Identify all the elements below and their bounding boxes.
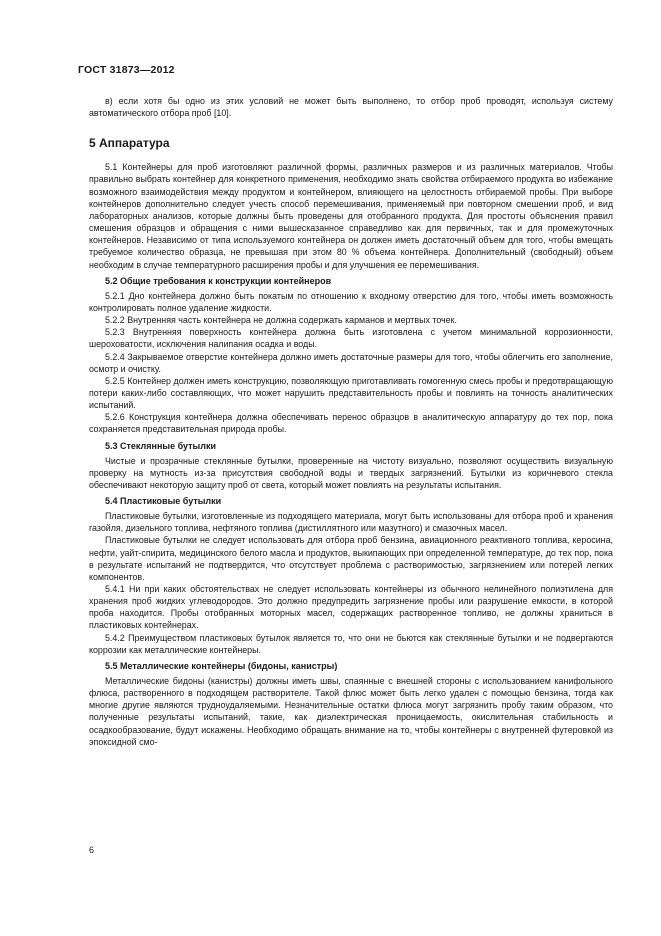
paragraph-5-4-1: 5.4.1 Ни при каких обстоятельствах не следует использовать контейнеры из обычного нелинейного полиэтилена для хранения проб жидких углеводородов. Это должно предупредить загрязнение пробы или разрушение емкости, в которой проба находится. Пробы отобранных моторных масел, содержащих растворенное топливо, не должны храниться в пластиковых контейнерах.: [89, 584, 613, 631]
paragraph-5-2-6: 5.2.6 Конструкция контейнера должна обеспечивать перенос образцов в аналитическую аппаратуру до тех пор, пока сохраняется представительная природа пробы.: [89, 412, 613, 435]
paragraph-5-1: 5.1 Контейнеры для проб изготовляют различной формы, различных размеров и из различных материалов. Чтобы правильно выбрать контейнер для конкретного применения, необходимо знать свойства отбираемого продукта во избежание возможного взаимодействия между продуктом и контейнером, влияющего на целостность отбираемой пробы. При выборе контейнеров дополнительно следует учесть способ перемешивания, применяемый при повторном смешении проб, и вид лабораторных анализов, которые должны быть проведены для отобранного продукта. Для простоты объяснения правил смешения образцов и обращения с ними вышесказанное справедливо как для первичных, так и для промежуточных контейнеров. Независимо от типа используемого контейнера он должен иметь достаточный объем для того, чтобы вмещать требуемое количество образца, не превышая при этом 80 % объема контейнера. Дополнительный (свободный) объем необходим в случае температурного расширения пробы и для улучшения ее перемешивания.: [89, 162, 613, 270]
paragraph-5-2-1: 5.2.1 Дно контейнера должно быть покатым по отношению к входному отверстию для того, чтобы иметь возможность контролировать полное удаление жидкости.: [89, 290, 613, 313]
subsection-heading: 5.5 Металлические контейнеры (бидоны, канистры): [105, 660, 338, 671]
paragraph-5-4-a: Пластиковые бутылки, изготовленные из подходящего материала, могут быть использованы для отбора проб и хранения газойля, дизельного топлива, нефтяного топлива (дистиллятного или мазутного) и смазочных масел.: [89, 511, 613, 534]
subsection-heading: 5.4 Пластиковые бутылки: [105, 496, 222, 507]
page-content: [89, 95, 613, 748]
section-heading: 5 Аппаратура: [89, 136, 170, 151]
paragraph-5-2-3: 5.2.3 Внутренняя поверхность контейнера должна быть изготовлена с учетом минимальной коррозионности, шероховатости, исключения налипания осадка и воды.: [89, 327, 613, 350]
paragraph-5-2-2: 5.2.2 Внутренняя часть контейнера не должна содержать карманов и мертвых точек.: [105, 315, 457, 326]
page-number: 6: [89, 845, 95, 855]
subsection-heading: 5.3 Стеклянные бутылки: [105, 440, 216, 451]
paragraph-5-4-2: 5.4.2 Преимуществом пластиковых бутылок является то, что они не бьются как стеклянные бутылки и не подвергаются коррозии как металлические контейнеры.: [89, 632, 613, 655]
paragraph-5-3: Чистые и прозрачные стеклянные бутылки, проверенные на чистоту визуально, позволяют осуществить визуальную проверку на мутность из-за присутствия свободной воды и твердых загрязнений. Бутылки из коричневого стекла обеспечивают некоторую защиту проб от света, который может повлиять на результаты испытания.: [89, 455, 613, 490]
paragraph-5-2-5: 5.2.5 Контейнер должен иметь конструкцию, позволяющую приготавливать гомогенную смесь пробы и предотвращающую потери каких-либо составляющих, что может нарушить представительность пробы и повлиять на точность аналитических испытаний.: [89, 375, 613, 411]
paragraph-intro: в) если хотя бы одно из этих условий не может быть выполнено, то отбор проб проводят, используя систему автоматического отбора проб [10].: [89, 96, 613, 119]
document-header: ГОСТ 31873—2012: [78, 64, 175, 76]
paragraph-5-5: Металлические бидоны (канистры) должны иметь швы, спаянные с внешней стороны с использованием канифольного флюса, растворенного в подходящем растворителе. Такой флюс может быть легко удален с помощью бензина, тогда как многие другие являются трудноудаляемыми. Незначительные остатки флюса могут загрязнить пробу таким образом, что полученные результаты испытаний, такие, как диэлектрическая проницаемость, окислительная стабильность и осадкообразование, будут искажены. Необходимо обращать внимание на то, чтобы контейнеры с внутренней футеровкой из эпоксидной смо-: [89, 675, 613, 747]
paragraph-5-4-b: Пластиковые бутылки не следует использовать для отбора проб бензина, авиационного реактивного топлива, керосина, нефти, уайт-спирита, медицинского белого масла и продуктов, выкипающих при определенной температуре, до тех пор, пока в результате испытаний не подтвердится, что отсутствует проблема с растворимостью, загрязнением или потерей легких компонентов.: [89, 535, 613, 582]
paragraph-5-2-4: 5.2.4 Закрываемое отверстие контейнера должно иметь достаточные размеры для того, чтобы облегчить его заполнение, осмотр и очистку.: [89, 351, 613, 374]
subsection-heading: 5.2 Общие требования к конструкции контейнеров: [105, 275, 332, 286]
